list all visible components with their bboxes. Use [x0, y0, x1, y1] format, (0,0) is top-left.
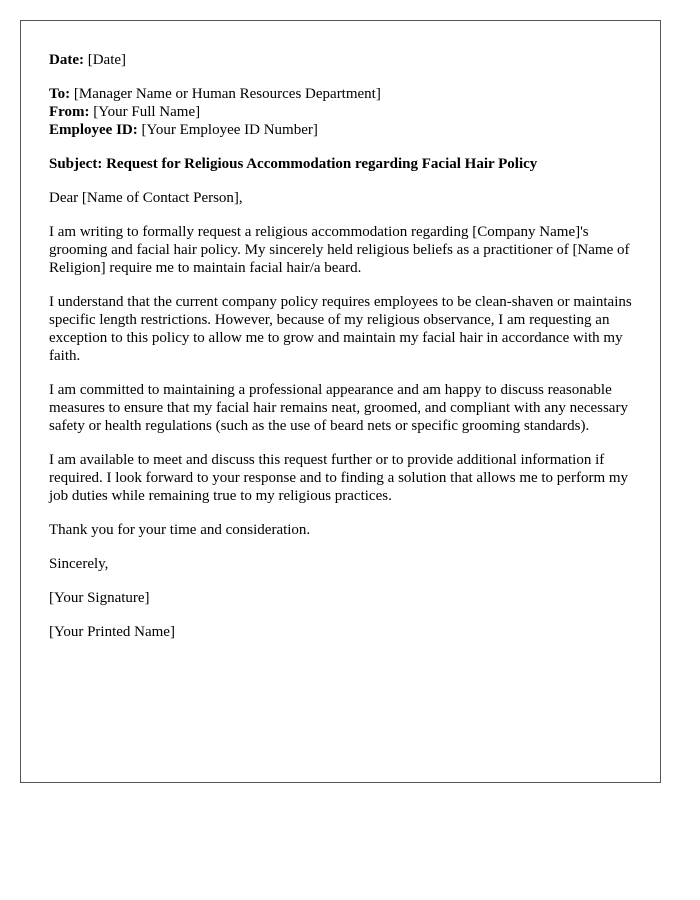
- body-paragraph: I understand that the current company policy requires employees to be clean-shaven or maintains specific length restrictions. However, because of my religious observance, I am requesting an exception to this policy to allow me to grow and maintain my facial hair in accordance with my faith.: [49, 294, 632, 364]
- body-paragraph: Thank you for your time and consideration.: [49, 522, 311, 538]
- to-label: To:: [49, 86, 71, 102]
- from-value: [Your Full Name]: [93, 104, 201, 120]
- to-value: [Manager Name or Human Resources Department]: [73, 86, 381, 102]
- body-paragraph: I am available to meet and discuss this request further or to provide additional information if required. I look forward to your response and to finding a solution that allows me to perform my job duties while remaining true to my religious practices.: [49, 452, 629, 504]
- signature: [Your Signature]: [49, 590, 150, 606]
- printed-name: [Your Printed Name]: [49, 624, 175, 640]
- subject-text: Subject: Request for Religious Accommodation regarding Facial Hair Policy: [49, 156, 538, 172]
- body-paragraph: I am writing to formally request a religious accommodation regarding [Company Name]'s grooming and facial hair policy. My sincerely held religious beliefs as a practitioner of [Name of Religion] require me to maintain facial hair/a beard.: [49, 224, 630, 276]
- employee-id-label: Employee ID:: [49, 122, 138, 138]
- employee-id-value: [Your Employee ID Number]: [141, 122, 318, 138]
- address-block: [49, 85, 632, 139]
- letter: [20, 20, 661, 783]
- subject-line: [49, 155, 632, 173]
- date-value: [Date]: [87, 52, 127, 68]
- date-label: Date:: [49, 52, 84, 68]
- salutation: Dear [Name of Contact Person],: [49, 190, 243, 206]
- date-line: [49, 51, 632, 69]
- body-paragraph: I am committed to maintaining a professional appearance and am happy to discuss reasonable measures to ensure that my facial hair remains neat, groomed, and compliant with any necessary safety or health regulations (such as the use of beard nets or specific grooming standards).: [49, 382, 628, 434]
- from-label: From:: [49, 104, 90, 120]
- closing: Sincerely,: [49, 556, 109, 572]
